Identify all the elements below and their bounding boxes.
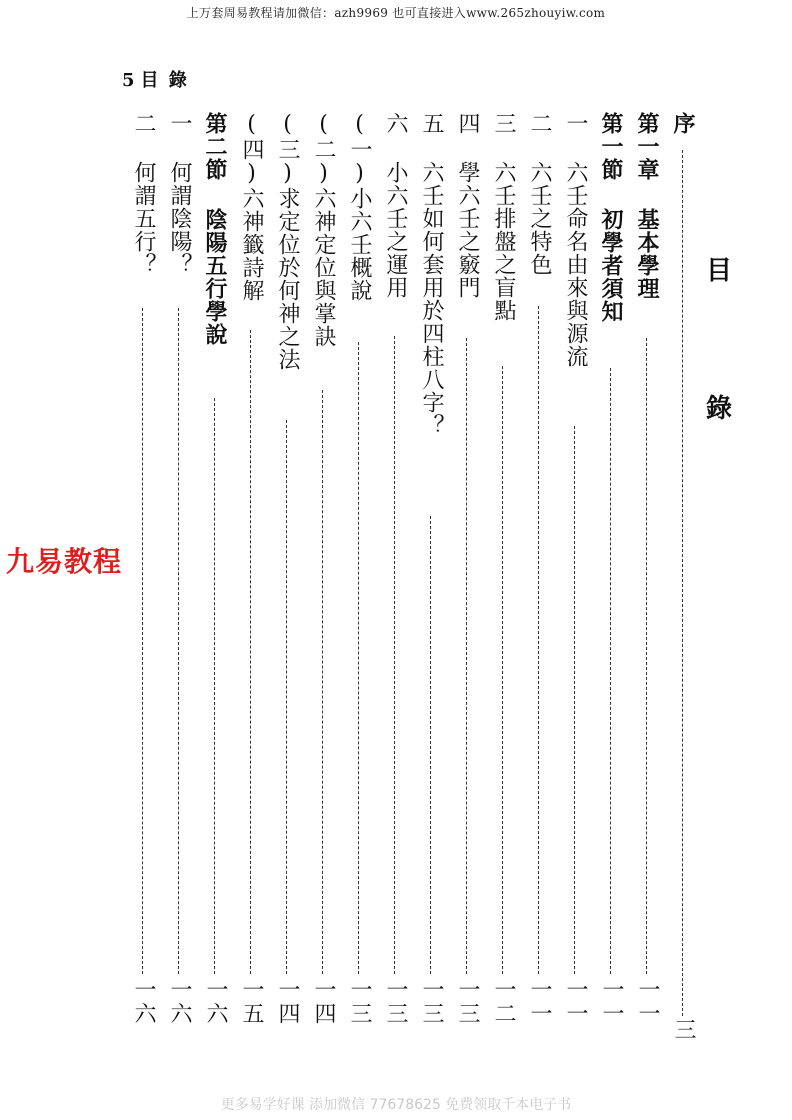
toc-entry-item-6[interactable] — [380, 112, 410, 1042]
toc-entry-sub-2[interactable] — [308, 112, 338, 1042]
toc-entry-page: 一六 — [203, 978, 228, 1026]
toc-entry-label: (一)小六壬概說 — [347, 112, 372, 302]
dotted-leader — [322, 390, 323, 974]
toc-entry-page: 三 — [671, 1018, 696, 1042]
toc-entry-item-4[interactable] — [452, 112, 482, 1042]
toc-entry-page: 一三 — [419, 978, 444, 1026]
watermark-logo: 九易教程 — [6, 545, 123, 578]
page-number: 5 — [122, 70, 137, 91]
toc-entry-label: 第一節 初學者須知 — [598, 112, 624, 323]
toc-entry-page: 一一 — [599, 978, 624, 1026]
toc-entry-label: (二)六神定位與掌訣 — [311, 112, 336, 348]
toc-entry-wuxing[interactable] — [128, 112, 158, 1042]
running-head-title: 目 錄 — [140, 70, 189, 91]
toc-entry-sub-3[interactable] — [272, 112, 302, 1042]
toc-entry-page: 一一 — [635, 978, 660, 1026]
toc-entry-yinyang[interactable] — [164, 112, 194, 1042]
running-head — [122, 66, 189, 92]
dotted-leader — [358, 342, 359, 974]
dotted-leader — [574, 426, 575, 974]
toc-entry-label: 二 何謂五行？ — [131, 112, 156, 276]
toc-entry-label: 一 何謂陰陽？ — [167, 112, 192, 276]
toc-entry-label: 四 學六壬之竅門 — [455, 112, 480, 299]
toc-entry-sub-4[interactable] — [236, 112, 266, 1042]
dotted-leader — [610, 368, 611, 974]
toc-entry-preface[interactable] — [668, 112, 698, 1042]
title-char-mu: 目 — [706, 256, 733, 286]
toc-entry-label: 二 六壬之特色 — [527, 112, 552, 276]
toc-entry-item-2[interactable] — [524, 112, 554, 1042]
toc-entry-section-1[interactable] — [596, 112, 626, 1042]
toc-entry-page: 一三 — [455, 978, 480, 1026]
toc-entry-sub-1[interactable] — [344, 112, 374, 1042]
dotted-leader — [142, 308, 143, 974]
toc-entry-item-3[interactable] — [488, 112, 518, 1042]
toc-entry-page: 一六 — [131, 978, 156, 1026]
dotted-leader — [250, 330, 251, 974]
top-banner: 上万套周易教程请加微信：azh9969 也可直接进入www.265zhouyiw.com — [186, 6, 606, 20]
toc-entry-label: (四)六神籤詩解 — [239, 112, 264, 302]
dotted-leader — [394, 336, 395, 974]
dotted-leader — [538, 306, 539, 974]
toc-entry-label: 一 六壬命名由來與源流 — [563, 112, 588, 368]
toc-entry-page: 一三 — [383, 978, 408, 1026]
toc-entry-page: 一二 — [491, 978, 516, 1026]
dotted-leader — [502, 366, 503, 974]
dotted-leader — [466, 338, 467, 974]
toc-entry-page: 一三 — [347, 978, 372, 1026]
toc-entry-page: 一一 — [527, 978, 552, 1026]
title-char-lu: 錄 — [706, 394, 733, 424]
toc-entry-item-5[interactable] — [416, 112, 446, 1042]
toc-entry-page: 一一 — [563, 978, 588, 1026]
dotted-leader — [178, 308, 179, 974]
toc-entry-label: 序 — [670, 112, 696, 135]
toc-entry-label: 第二節 陰陽五行學說 — [202, 112, 228, 346]
dotted-leader — [214, 398, 215, 974]
toc-entry-label: 五 六壬如何套用於四柱八字？ — [419, 112, 444, 437]
toc-entry-label: 六 小六壬之運用 — [383, 112, 408, 299]
toc-entry-page: 一四 — [311, 978, 336, 1026]
toc-entry-page: 一四 — [275, 978, 300, 1026]
toc-entry-item-1[interactable] — [560, 112, 590, 1042]
dotted-leader — [646, 338, 647, 974]
toc-entry-chapter-1[interactable] — [632, 112, 662, 1042]
toc-entry-label: (三)求定位於何神之法 — [275, 112, 300, 371]
toc-entry-label: 第一章 基本學理 — [634, 112, 660, 300]
footer-watermark: 更多易学好课 添加微信 77678625 免费领取千本电子书 — [220, 1097, 572, 1113]
toc-entry-section-2[interactable] — [200, 112, 230, 1042]
toc-entry-label: 三 六壬排盤之盲點 — [491, 112, 516, 322]
dotted-leader — [682, 150, 683, 1016]
dotted-leader — [286, 420, 287, 974]
dotted-leader — [430, 516, 431, 974]
toc-entry-page: 一五 — [239, 978, 264, 1026]
toc-entry-page: 一六 — [167, 978, 192, 1026]
